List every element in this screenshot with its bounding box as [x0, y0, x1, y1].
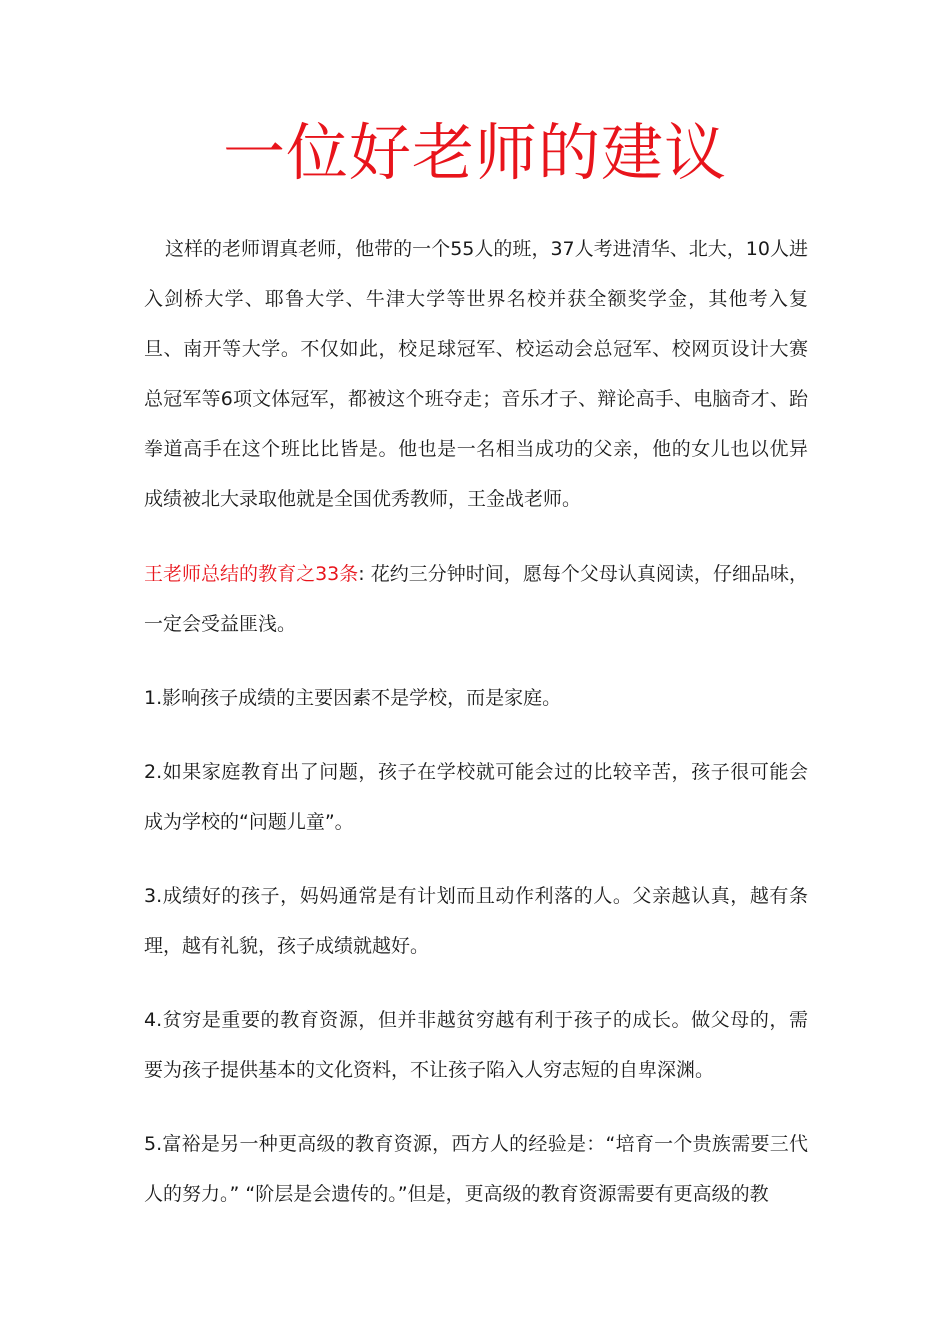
- document-body: [144, 224, 808, 1243]
- list-item-5: 5.富裕是另一种更高级的教育资源，西方人的经验是：“培育一个贵族需要三代人的努力。” “阶层是会遗传的。”但是，更高级的教育资源需要有更高级的教: [144, 1133, 808, 1205]
- document-title: 一位好老师的建议: [222, 116, 727, 189]
- list-item-4: 4.贫穷是重要的教育资源，但并非越贫穷越有利于孩子的成长。做父母的，需要为孩子提供基本的文化资料，不让孩子陷入人穷志短的自卑深渊。: [144, 1009, 808, 1081]
- list-item-2: 2.如果家庭教育出了问题，孩子在学校就可能会过的比较辛苦，孩子很可能会成为学校的“问题儿童”。: [144, 761, 808, 833]
- list-item-3: 3.成绩好的孩子，妈妈通常是有计划而且动作利落的人。父亲越认真，越有条理，越有礼貌，孩子成绩就越好。: [144, 885, 808, 957]
- summary-highlight: 王老师总结的教育之33条: [144, 563, 359, 585]
- intro-paragraph: 这样的老师谓真老师，他带的一个55人的班，37人考进清华、北大，10人进入剑桥大学、耶鲁大学、牛津大学等世界名校并获全额奖学金，其他考入复旦、南开等大学。不仅如此，校足球冠军、校运动会总冠军、校网页设计大赛总冠军等6项文体冠军，都被这个班夺走；音乐才子、辩论高手、电脑奇才、跆拳道高手在这个班比比皆是。他也是一名相当成功的父亲，他的女儿也以优异成绩被北大录取他就是全国优秀教师，王金战老师。: [144, 238, 808, 510]
- summary-paragraph: [144, 549, 808, 649]
- summary-text: : 花约三分钟时间，愿每个父母认真阅读，仔细品味，一定会受益匪浅。: [144, 563, 808, 635]
- list-item-1: 1.影响孩子成绩的主要因素不是学校，而是家庭。: [144, 687, 562, 709]
